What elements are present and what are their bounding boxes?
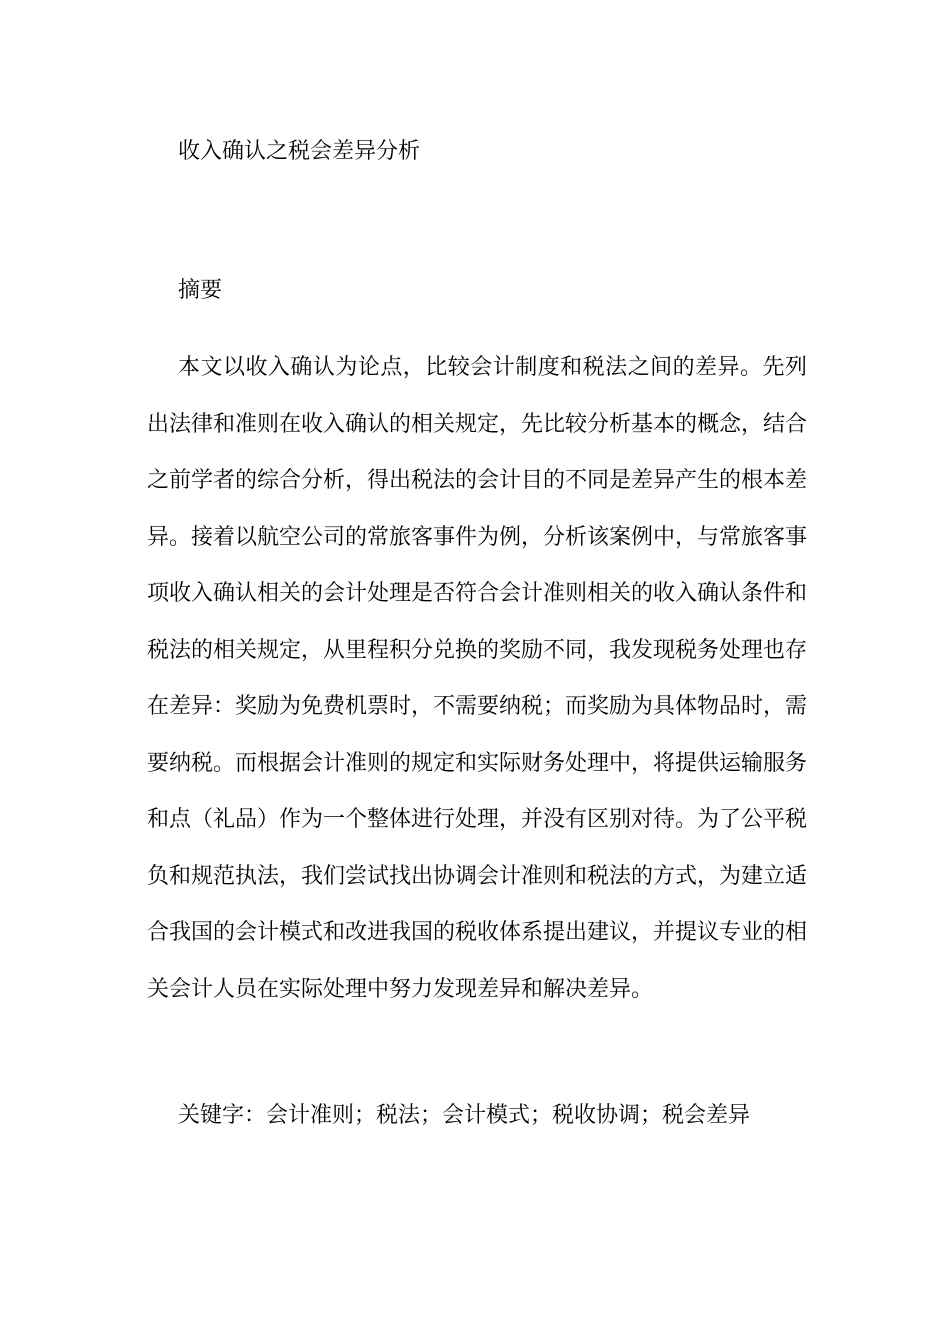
- abstract-body: 本文以收入确认为论点，比较会计制度和税法之间的差异。先列出法律和准则在收入确认的相关规定，先比较分析基本的概念，结合之前学者的综合分析，得出税法的会计目的不同是差异产生的根本差异。接着以航空公司的常旅客事件为例，分析该案例中，与常旅客事项收入确认相关的会计处理是否符合会计准则相关的收入确认条件和税法的相关规定，从里程积分兑换的奖励不同，我发现税务处理也存在差异：奖励为免费机票时，不需要纳税；而奖励为具体物品时，需要纳税。而根据会计准则的规定和实际财务处理中，将提供运输服务和点（礼品）作为一个整体进行处理，并没有区别对待。为了公平税负和规范执法，我们尝试找出协调会计准则和税法的方式，为建立适合我国的会计模式和改进我国的税收体系提出建议，并提议专业的相关会计人员在实际处理中努力发现差异和解决差异。: [147, 355, 808, 1002]
- document-title: 收入确认之税会差异分析: [178, 139, 421, 164]
- keywords-line: 关键字：会计准则；税法；会计模式；税收协调；税会差异: [178, 1103, 751, 1128]
- abstract-heading: 摘要: [178, 278, 223, 303]
